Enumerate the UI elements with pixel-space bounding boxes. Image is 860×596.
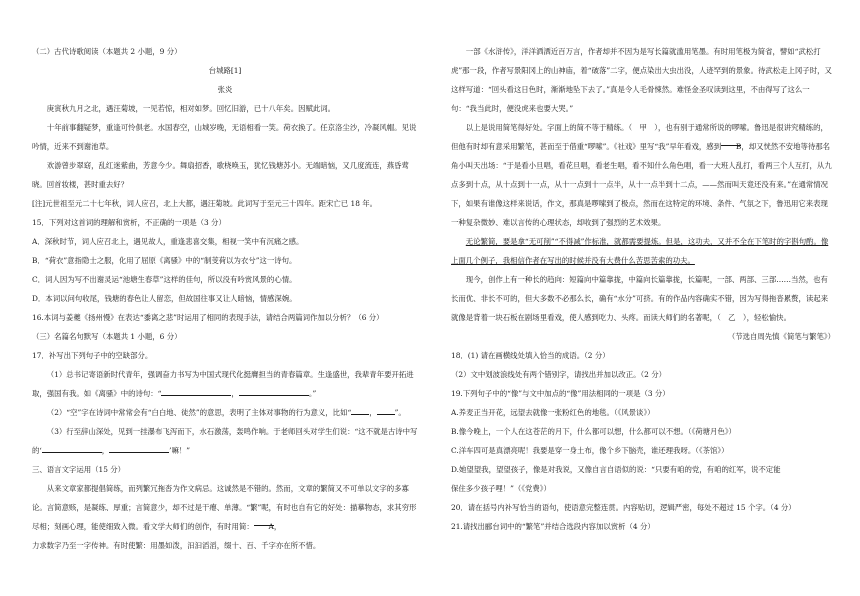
section-heading-poetry: （二）古代诗歌阅读（本题共 2 小题，9 分） — [32, 47, 182, 56]
section-heading-language: 三、语言文字运用（15 分） — [32, 465, 126, 474]
poem-note: [注]元世祖至元二十七年秋，词人应召，北上大都，遇汪菊坡。此词写于至元三十四年。距宋亡已 18 年。 — [32, 199, 378, 208]
question-19-option-a: A.养麦正当开花，远望去就像一张粉红色的地毯。（《风景谈》） — [451, 408, 655, 417]
answer-blank — [239, 387, 309, 396]
question-17-2: （2）“空”字在诗词中常常会有“白白地、徒然”的意思，表明了主体对事物的行为意义，比如“ ， ”。 — [46, 408, 406, 417]
poem-preface: 庚寅秋九月之北，遇汪菊坡，一见若惊，相对如梦。回忆旧游，已十八年矣。因赋此词。 — [46, 104, 336, 113]
answer-blank — [109, 444, 169, 453]
answer-blank — [351, 406, 369, 415]
question-19-option-b: B.像今晚上，一个人在这苍茫的月下，什么都可以想，什么都可以不想。（《荷塘月色》） — [451, 427, 736, 436]
passage-paragraph: 力求数字乃至一字传神。有时使繁：用墨如泼，汩汩滔滔，缀十、百、千字亦在所不惜。 — [32, 541, 321, 550]
question-17-3: （3）行至辞山深处，见到一挂瀑布飞泻而下，水石激荡，轰鸣作响。于老师回头对学生们说：“这不就是古诗中写的‘ ， ’嘛！” — [32, 427, 418, 455]
passage-paragraph: 从来文章家都提倡简练，而列繁冗拖沓为作文病忌。这诚然是不错的。然而，文章的繁简又不可单以文字的多寡论。言简意赅，是凝练、厚重；言简意少，却不过是干瘪、单薄。“繁”呢，有时也自有它的好处：描摹物态，求其穷形尽相；刻画心理，能使细致入微。看文学大师们的创作，有时用简： A， — [32, 484, 417, 531]
question-19-option-d: D.她望望我，望望孩子，像是对我说，又像自言自语似的说：“只要有咱的党，有咱的红军，说不定能 — [451, 465, 781, 474]
question-17-1: （1）总书记寄语新时代青年，强调奋力书写为中国式现代化挺膺担当的青春篇章。生逢盛世，我辈青年要开拓进取，强国有我。如《离骚》中的诗句：“ ， 。” — [32, 370, 414, 398]
poem-stanza-2: 欢游曾步翠窈，乱红迷紫曲，芳意今少。舞扇招香，歌桡唤玉，犹忆钱塘苏小。无端暗恼，又几度流连，燕昏莺晓。回首妆楼，甚时重去好？ — [32, 161, 409, 189]
question-19-option-c: C.洋车四可是真漂亮呢！我要是穿一身土布，像个乡下脑壳，谁还理我呀。（《茶馆》） — [451, 446, 729, 455]
question-15-option-a: A．深秋时节，词人应召北上，遇见故人，重逢悲喜交集，相视一笑中有沉痛之感。 — [32, 237, 304, 246]
passage-source: （节选自周先慎《简笔与繁笔》） — [727, 332, 835, 341]
question-19-option-d-cont: 保住多少孩子哩！”（《党费》） — [451, 484, 551, 493]
passage-paragraph: 以上是说用简笔得好处。字面上的简不等于精练。（ 甲 ），也有别于通常所说的啰嗦。鲁迅是很讲究精练的，但他有时却有意采用繁笔，甚而至于借重“啰嗦”。《社戏》里写“我”早年看戏，感到 B，却又恍然不安地等待那名角小叫天出场：“于是看小旦唱，看花旦唱，看老生唱，看不知什么角色唱，看一大班人乱打，看两三个人互打，从九点多到十点，从十点到十一点，从十一点到十一点半，从十一点半到十二点，——然而叫天竟还没有来。”在通常情况下，如果有谁像这样来说话，作文，那真是啰嗦到了极点，然而在这特定的环境、条件、气氛之下，鲁迅用它来表现一种复杂微妙、难以言传的心理状态，却收到了强烈的艺术效果。 — [451, 123, 832, 227]
poem-title: 台城路[1] — [208, 66, 242, 75]
question-15-option-d: D．本词以问句收尾，钱塘的春色让人留恋，但故国往事又让人暗恼，情感深婉。 — [32, 294, 297, 303]
question-20: 20．请在括号内补写恰当的语句，使语意完整连贯。内容贴切，逻辑严密，每处不超过 15 个字。（4 分） — [451, 503, 796, 512]
question-18: 18．(1) 请在画横线处填入恰当的成语。（2 分） — [451, 351, 610, 360]
blank-b: B — [721, 137, 741, 146]
passage-paragraph: 一部《水浒传》，洋洋洒洒近百万言，作者却并不因为是写长篇就滥用笔墨。有时用笔极为简省，譬如“武松打虎”那一段，作者写景阳冈上的山神庙，着“破落”二字，便点染出大虫出没，人迹罕到的景象。待武松走上冈子时，又这样写道：“回头看这日色时，渐渐地坠下去了。”真是令人毛骨悚然。难怪金圣叹读到这里，不由得写了这么一句：“我当此时，便没虎来也要大哭。” — [451, 47, 832, 113]
passage-paragraph: 现今，创作上有一种长的趋向：短篇向中篇靠拢，中篇向长篇靠拢，长篇呢，一部、两部、三部……当然，也有长而优、非长不可的，但大多数不必那么长，确有“水分”可挤。有的作品内容确实不错，因为写得拖沓累赘，读起来就像是背着一块石板在剧场里看戏，使人感到吃力、头疼。而读大师们的名著呢，（ 乙 ），轻松愉快。 — [451, 275, 829, 322]
question-18-2: （2）文中划波浪线处有两个错别字，请找出并加以改正。（2 分） — [451, 370, 666, 379]
poem-author: 张炎 — [217, 85, 233, 94]
answer-blank — [377, 406, 395, 415]
question-15: 15．下列对这首词的理解和赏析，不正确的一项是（3 分） — [32, 218, 226, 227]
poem-stanza-1: 十年前事翻疑梦，重逢可怜俱老。水国春空，山城岁晚，无语相看一笑。荷衣换了。任京洛尘沙，冷凝风帽。见说吟情，近来不到谢池草。 — [32, 123, 417, 151]
question-17: 17．补写出下列句子中的空缺部分。 — [32, 351, 153, 360]
left-column — [32, 42, 418, 555]
passage-paragraph-wavy: 无论繁简，要是拿“无可削”“不得减”作标准，就都需要提炼。但是，这功夫，又并不全在下笔时的字斟句酌。像上面几个例子，我相信作者在写出的时候并没有大费什么苦思苦索的功夫。 — [451, 237, 829, 265]
question-15-option-b: B．“荷衣”意指隐士之服，化用了屈原《离骚》中的“制芰荷以为衣兮”这一诗句。 — [32, 256, 297, 265]
question-16: 16.本词与姜夔《扬州慢》在表达“黍离之悲”时运用了相同的表现手法，请结合两篇词作加以分析？（6 分） — [32, 313, 384, 322]
question-21: 21.请找出郦台词中的“繁笔”并结合选段内容加以赏析（4 分） — [451, 522, 655, 531]
question-19: 19.下列句子中的“像”与文中加点的“像”用法相同的一项是（3 分） — [451, 389, 670, 398]
answer-blank — [161, 387, 231, 396]
section-heading-recitation: （三）名篇名句默写（本题共 1 小题，6 分） — [32, 332, 182, 341]
answer-blank — [42, 444, 102, 453]
right-column — [451, 42, 835, 536]
blank-a: A — [254, 517, 274, 526]
question-15-option-c: C．词人因为写不出谢灵运“池塘生春草”这样的佳句，所以没有吟赏风景的心情。 — [32, 275, 297, 284]
